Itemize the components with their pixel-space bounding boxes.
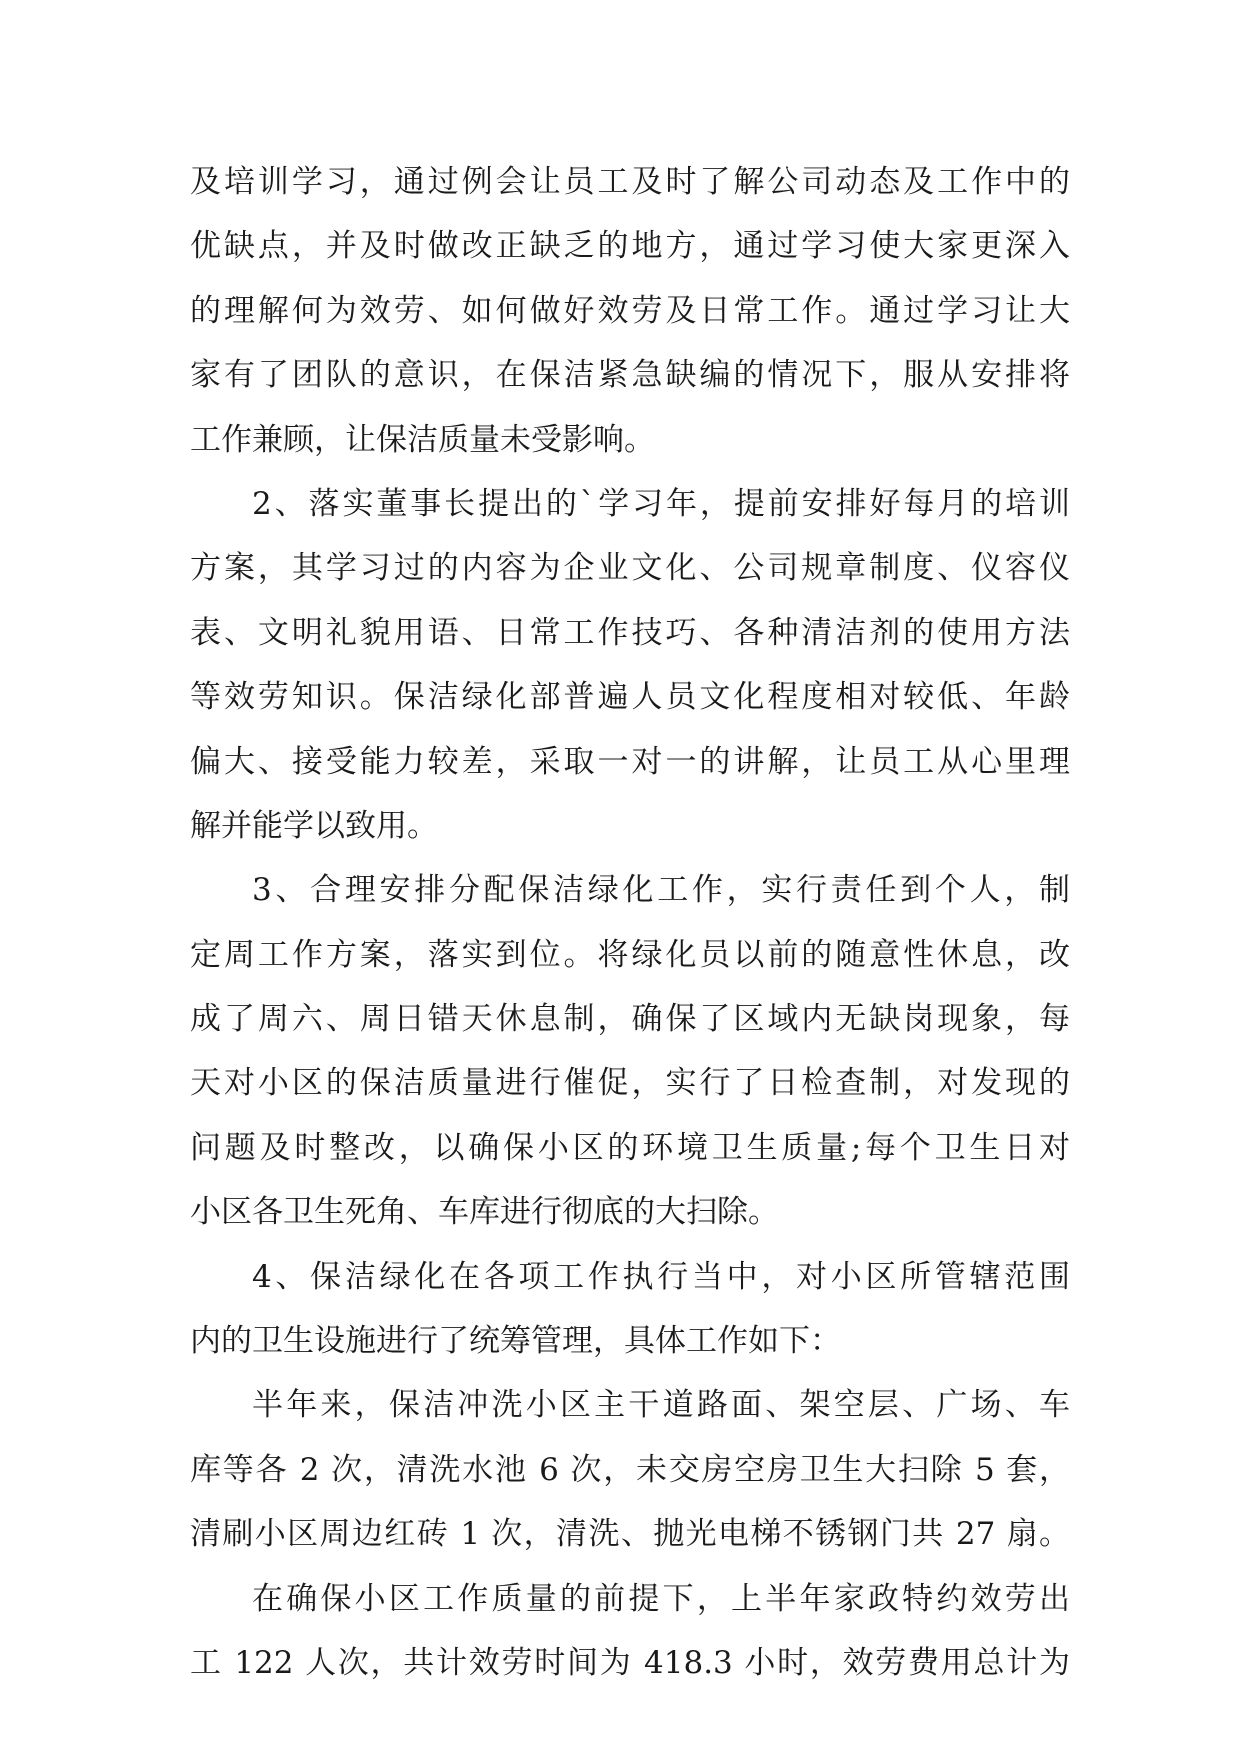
text-line: 在确保小区工作质量的前提下，上半年家政特约效劳出	[252, 1580, 1070, 1617]
text-line: 解并能学以致用。	[190, 807, 438, 844]
text-line: 定周工作方案，落实到位。将绿化员以前的随意性休息，改	[190, 936, 1070, 973]
text-line: 偏大、接受能力较差，采取一对一的讲解，让员工从心里理	[190, 743, 1070, 780]
text-line: 3、合理安排分配保洁绿化工作，实行责任到个人，制	[252, 872, 1070, 909]
body-text	[190, 150, 1070, 1695]
text-line: 及培训学习，通过例会让员工及时了解公司动态及工作中的	[190, 164, 1070, 200]
text-line: 家有了团队的意识，在保洁紧急缺编的情况下，服从安排将	[190, 357, 1070, 394]
text-line: 工作兼顾，让保洁质量未受影响。	[190, 421, 655, 458]
text-line: 天对小区的保洁质量进行催促，实行了日检查制，对发现的	[190, 1065, 1070, 1102]
text-line: 的理解何为效劳、如何做好效劳及日常工作。通过学习让大	[190, 292, 1070, 329]
text-line: 库等各 2 次，清洗水池 6 次，未交房空房卫生大扫除 5 套，	[190, 1451, 1070, 1488]
text-line: 优缺点，并及时做改正缺乏的地方，通过学习使大家更深入	[190, 228, 1070, 265]
text-line: 小区各卫生死角、车库进行彻底的大扫除。	[190, 1194, 779, 1231]
text-line: 2、落实董事长提出的`学习年，提前安排好每月的培训	[252, 485, 1070, 522]
text-line: 工 122 人次，共计效劳时间为 418.3 小时，效劳费用总计为	[190, 1644, 1070, 1681]
text-line: 问题及时整改，以确保小区的环境卫生质量;每个卫生日对	[190, 1129, 1070, 1166]
text-line: 方案，其学习过的内容为企业文化、公司规章制度、仪容仪	[190, 550, 1070, 587]
text-line: 清刷小区周边红砖 1 次，清洗、抛光电梯不锈钢门共 27 扇。	[190, 1516, 1070, 1553]
text-line: 4、保洁绿化在各项工作执行当中，对小区所管辖范围	[252, 1258, 1070, 1295]
text-line: 半年来，保洁冲洗小区主干道路面、架空层、广场、车	[252, 1387, 1070, 1424]
text-line: 成了周六、周日错天休息制，确保了区域内无缺岗现象，每	[190, 1001, 1070, 1038]
text-line: 表、文明礼貌用语、日常工作技巧、各种清洁剂的使用方法	[190, 614, 1070, 651]
text-line: 内的卫生设施进行了统筹管理，具体工作如下：	[190, 1323, 841, 1360]
text-line: 等效劳知识。保洁绿化部普遍人员文化程度相对较低、年龄	[190, 679, 1070, 716]
